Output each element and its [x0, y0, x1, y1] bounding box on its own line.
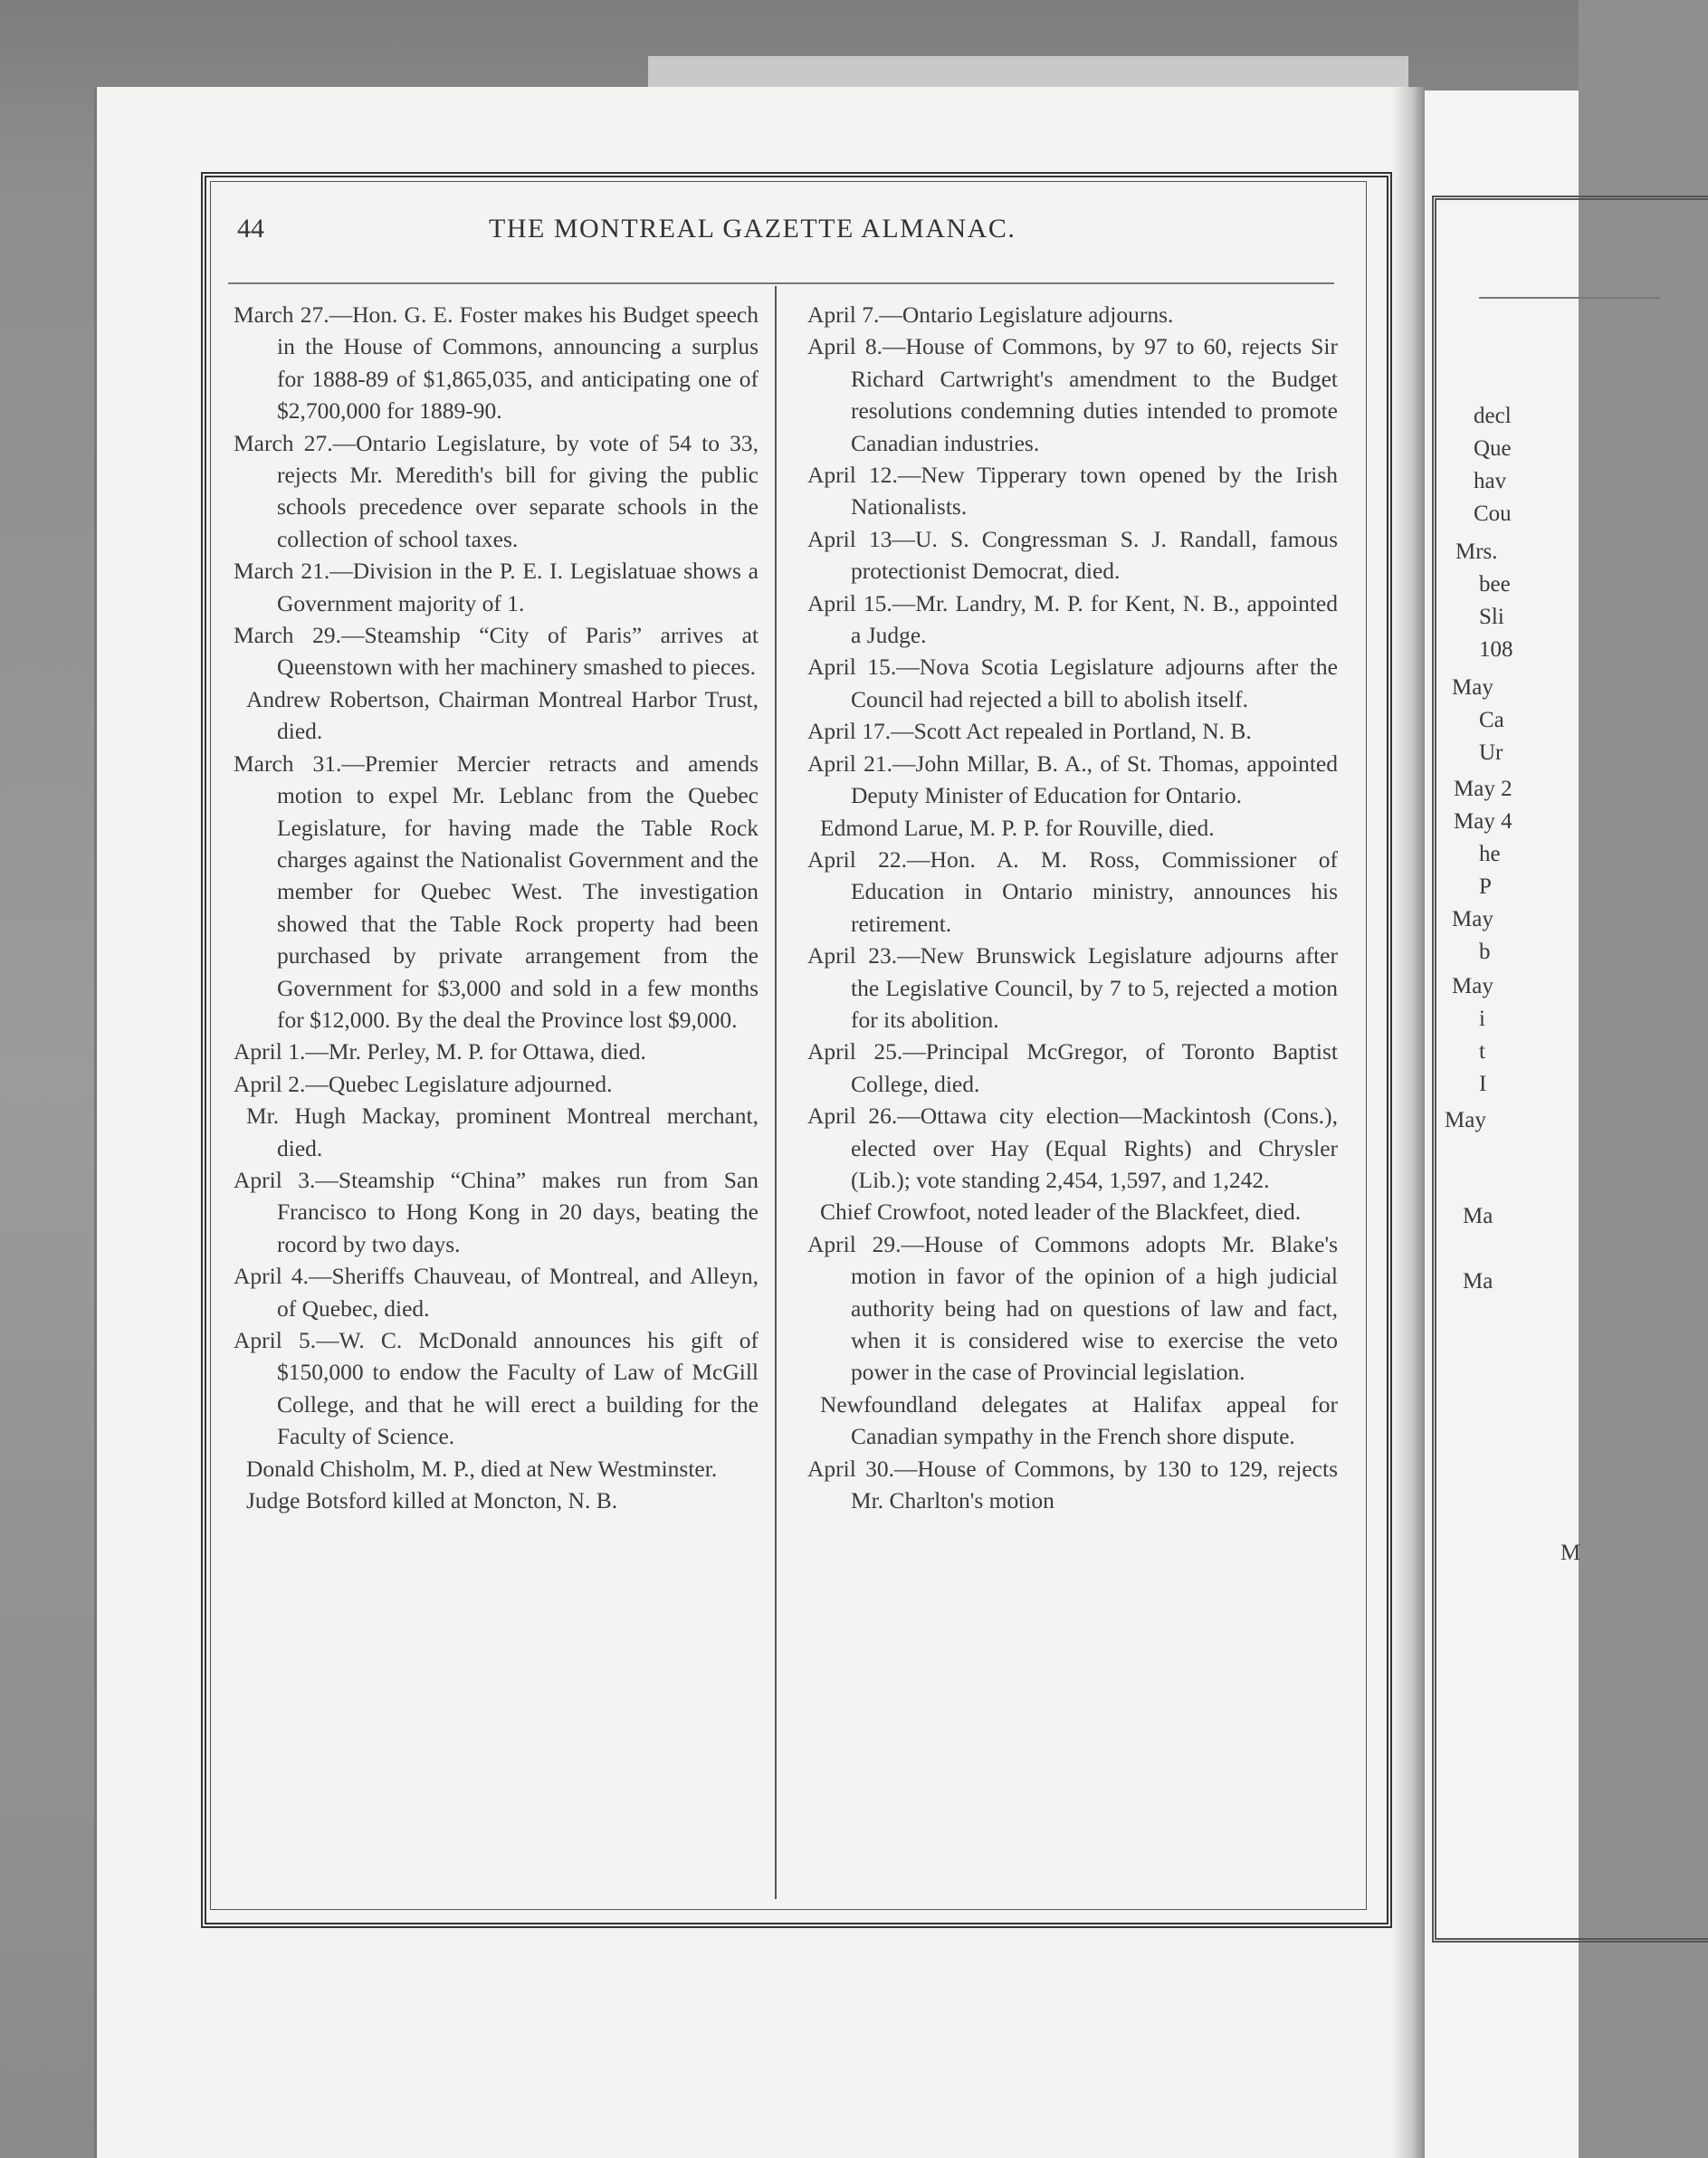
- chronicle-entry: April 15.—Nova Scotia Legislature adjourns after the Council had rejected a bill to abolish itself.: [807, 654, 1338, 712]
- facing-fragment: I: [1479, 1072, 1487, 1096]
- chronicle-entry: April 22.—Hon. A. M. Ross, Commissioner of Education in Ontario ministry, announces his retirement.: [807, 845, 1338, 937]
- facing-fragment: he: [1479, 842, 1501, 866]
- facing-fragment: Ur: [1479, 740, 1503, 765]
- facing-fragment: May: [1445, 1108, 1486, 1132]
- left-column: [234, 299, 759, 1516]
- facing-fragment: Mrs.: [1455, 540, 1498, 564]
- facing-fragment: P: [1479, 874, 1492, 899]
- binding-shadow: [1392, 87, 1425, 2158]
- chronicle-entry: March 31.—Premier Mercier retracts and amends motion to expel Mr. Leblanc from the Quebec Legislature, for having made the Table Rock charges against the Nationalist Government and the member for Quebec West. The investigation showed that the Table Rock property had been purchased by private arrangement from the Government for $3,000 and sold in a few months for $12,000. By the deal the Province lost $9,000.: [234, 750, 759, 1033]
- chronicle-entry: April 13—U. S. Congressman S. J. Randall, famous protectionist Democrat, died.: [807, 525, 1338, 585]
- chronicle-entry: Chief Crowfoot, noted leader of the Blackfeet, died.: [820, 1198, 1302, 1226]
- chronicle-entry: April 23.—New Brunswick Legislature adjourns after the Legislative Council, by 7 to 5, rejected a motion for its abolition.: [807, 942, 1338, 1033]
- column-divider: [775, 286, 777, 1899]
- facing-fragment: M: [1560, 1541, 1581, 1565]
- chronicle-entry: Mr. Hugh Mackay, prominent Montreal merchant, died.: [246, 1103, 759, 1161]
- facing-fragment: May 2: [1454, 777, 1512, 801]
- chronicle-entry: April 4.—Sheriffs Chauveau, of Montreal, and Alleyn, of Quebec, died.: [234, 1263, 759, 1322]
- facing-fragment: hav: [1474, 469, 1507, 493]
- facing-fragment: 108: [1479, 637, 1513, 662]
- chronicle-entry: April 8.—House of Commons, by 97 to 60, rejects Sir Richard Cartwright's amendment to the Budget resolutions condemning duties intended to promote Canadian industries.: [807, 333, 1338, 456]
- chronicle-entry: April 25.—Principal McGregor, of Toronto Baptist College, died.: [807, 1038, 1338, 1097]
- header-rule: [228, 282, 1334, 284]
- chronicle-entry: March 29.—Steamship “City of Paris” arrives at Queenstown with her machinery smashed to pieces.: [234, 622, 759, 681]
- chronicle-entry: Judge Botsford killed at Moncton, N. B.: [246, 1487, 618, 1514]
- chronicle-entry: March 21.—Division in the P. E. I. Legislatuae shows a Government majority of 1.: [234, 558, 759, 616]
- running-title: THE MONTREAL GAZETTE ALMANAC.: [489, 214, 1016, 243]
- right-column: [807, 299, 1338, 1516]
- facing-page: [1419, 91, 1579, 2158]
- facing-fragment: Cou: [1474, 501, 1512, 526]
- facing-fragment: t: [1479, 1039, 1485, 1064]
- facing-fragment: decl: [1474, 404, 1512, 428]
- page-number: 44: [237, 214, 264, 243]
- facing-fragment: Ca: [1479, 708, 1504, 732]
- chronicle-entry: March 27.—Hon. G. E. Foster makes his Budget speech in the House of Commons, announcing a surplus for 1888-89 of $1,865,035, and anticipating one of $2,700,000 for 1889-90.: [234, 301, 759, 425]
- chronicle-entry: Newfoundland delegates at Halifax appeal for Canadian sympathy in the French shore dispute.: [820, 1390, 1338, 1450]
- facing-fragment: i: [1479, 1007, 1485, 1031]
- facing-fragment: May: [1452, 974, 1493, 998]
- chronicle-entry: April 26.—Ottawa city election—Mackintosh (Cons.), elected over Hay (Equal Rights) and Chrysler (Lib.); vote standing 2,454, 1,597, and 1,242.: [807, 1103, 1338, 1193]
- chronicle-entry: April 30.—House of Commons, by 130 to 129, rejects Mr. Charlton's motion: [807, 1455, 1338, 1514]
- chronicle-entry: April 15.—Mr. Landry, M. P. for Kent, N. B., appointed a Judge.: [807, 589, 1338, 649]
- facing-fragment: May 4: [1454, 809, 1512, 834]
- facing-fragment: Que: [1474, 436, 1512, 461]
- chronicle-entry: March 27.—Ontario Legislature, by vote of 54 to 33, rejects Mr. Meredith's bill for giving the public schools precedence over separate schools in the collection of school taxes.: [234, 429, 759, 552]
- facing-fragment: Ma: [1463, 1204, 1493, 1228]
- chronicle-entry: April 12.—New Tipperary town opened by the Irish Nationalists.: [807, 462, 1338, 520]
- facing-page-rule: [1479, 297, 1660, 299]
- chronicle-entry: April 1.—Mr. Perley, M. P. for Ottawa, died.: [234, 1038, 646, 1065]
- chronicle-entry: April 21.—John Millar, B. A., of St. Thomas, appointed Deputy Minister of Education for Ontario.: [807, 750, 1338, 809]
- facing-fragment: May: [1452, 675, 1493, 700]
- chronicle-entry: April 2.—Quebec Legislature adjourned.: [234, 1070, 613, 1097]
- chronicle-entry: Andrew Robertson, Chairman Montreal Harbor Trust, died.: [246, 685, 759, 745]
- facing-fragment: Ma: [1463, 1269, 1493, 1294]
- facing-fragment: bee: [1479, 572, 1511, 597]
- chronicle-entry: April 29.—House of Commons adopts Mr. Blake's motion in favor of the opinion of a high judicial authority being had on questions of law and fact, when it is considered wise to exercise the veto power in the case of Provincial legislation.: [807, 1230, 1338, 1386]
- chronicle-entry: April 3.—Steamship “China” makes run from San Francisco to Hong Kong in 20 days, beating the rocord by two days.: [234, 1166, 759, 1257]
- chronicle-entry: April 5.—W. C. McDonald announces his gift of $150,000 to endow the Faculty of Law of McGill College, and that he will erect a building for the Faculty of Science.: [234, 1327, 759, 1450]
- chronicle-entry: April 17.—Scott Act repealed in Portland, N. B.: [807, 718, 1252, 745]
- facing-fragment: Sli: [1479, 605, 1504, 629]
- chronicle-entry: Donald Chisholm, M. P., died at New Westminster.: [246, 1455, 718, 1482]
- chronicle-entry: Edmond Larue, M. P. P. for Rouville, died.: [820, 814, 1215, 841]
- facing-fragment: May: [1452, 907, 1493, 931]
- facing-fragment: b: [1479, 940, 1491, 964]
- chronicle-entry: April 7.—Ontario Legislature adjourns.: [807, 301, 1174, 328]
